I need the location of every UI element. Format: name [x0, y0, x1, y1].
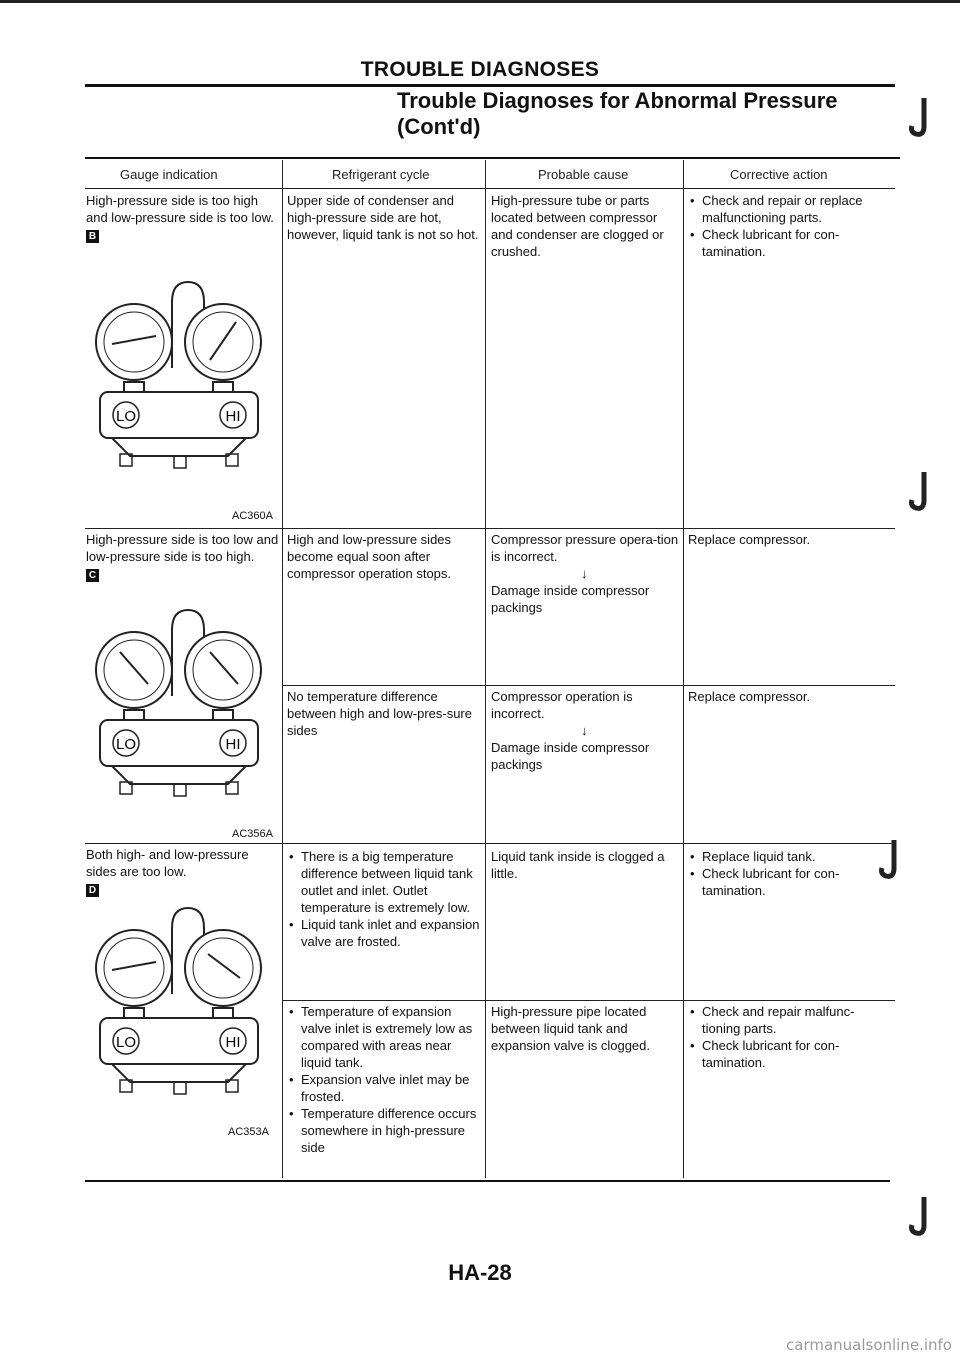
row-divider — [85, 843, 895, 844]
hi-label: HI — [225, 1034, 241, 1051]
corrective-action-cell — [688, 1003, 878, 1071]
list-item: • There is a big temperature difference between liquid tank outlet and inlet. Outlet temperature is extremely low. — [287, 848, 481, 916]
cause-text: Compressor pressure opera-tion is incorrect. — [491, 532, 679, 564]
top-border — [0, 0, 960, 3]
table-bottom-rule — [85, 1180, 890, 1182]
title-rule — [85, 84, 895, 87]
list-item: • Expansion valve inlet may be frosted. — [287, 1071, 481, 1105]
figure-badge: B — [86, 230, 99, 243]
refrigerant-cycle-cell: Upper side of condenser and high-pressure side are hot, however, liquid tank is not so hot. — [287, 193, 479, 242]
probable-cause-cell: High-pressure pipe located between liquid tank and expansion valve is clogged. — [491, 1004, 650, 1053]
arrow-down-icon: ↓ — [581, 723, 588, 738]
row-divider — [85, 528, 895, 529]
gauge-indication-text: High-pressure side is too low and low-pressure side is too high. — [86, 532, 279, 564]
corrective-action-cell — [688, 192, 878, 260]
figure-badge: D — [86, 884, 99, 897]
row-divider — [282, 1000, 895, 1001]
hi-label: HI — [225, 408, 241, 425]
column-header-corrective-action: Corrective action — [730, 167, 828, 182]
table-row — [86, 531, 280, 582]
lo-label: LO — [115, 736, 137, 753]
list-item: • Temperature difference occurs somewhere in high-pressure side — [287, 1105, 481, 1156]
column-divider — [485, 160, 486, 1178]
probable-cause-cell: Liquid tank inside is clogged a little. — [491, 849, 665, 881]
header-bottom-rule — [85, 188, 895, 189]
column-header-probable-cause: Probable cause — [538, 167, 629, 182]
corrective-action-cell — [688, 848, 878, 899]
figure-badge: C — [86, 569, 99, 582]
list-item: • Liquid tank inlet and expansion valve are frosted. — [287, 916, 481, 950]
refrigerant-cycle-cell: No temperature difference between high and low-pres-sure sides — [287, 689, 472, 738]
refrigerant-cycle-cell — [287, 1003, 481, 1156]
binder-hook-icon — [908, 470, 932, 514]
manifold-gauge-icon — [92, 904, 264, 1124]
list-item: • Replace liquid tank. — [688, 848, 878, 865]
gauge-indication-text: High-pressure side is too high and low-pressure side is too low. — [86, 193, 274, 225]
list-item: • Check lubricant for con-tamination. — [688, 226, 878, 260]
page-heading — [397, 88, 838, 140]
figure-code: AC353A — [228, 1126, 269, 1138]
probable-cause-cell — [491, 531, 679, 616]
list-item: • Check lubricant for con-tamination. — [688, 1037, 878, 1071]
refrigerant-cycle-cell — [287, 848, 481, 950]
table-row — [86, 192, 280, 243]
heading-line-1: Trouble Diagnoses for Abnormal Pressure — [397, 88, 838, 113]
gauge-indication-text: Both high- and low-pressure sides are too low. — [86, 847, 249, 879]
manifold-gauge-icon — [92, 606, 264, 826]
column-header-gauge: Gauge indication — [120, 167, 218, 182]
cause-text: Damage inside compressor packings — [491, 740, 650, 772]
page-number: HA-28 — [448, 1260, 512, 1285]
figure-code: AC356A — [232, 828, 273, 840]
column-header-refrigerant-cycle: Refrigerant cycle — [332, 167, 430, 182]
hi-label: HI — [225, 736, 241, 753]
cause-text: Compressor operation is incorrect. — [491, 689, 633, 721]
cause-text: Damage inside compressor packings — [491, 583, 650, 615]
binder-hook-icon — [878, 838, 902, 882]
manifold-gauge-icon — [92, 278, 264, 498]
table-row — [86, 846, 280, 897]
list-item: • Temperature of expansion valve inlet is extremely low as compared with areas near liquid tank. — [287, 1003, 481, 1071]
corrective-action-cell: Replace compressor. — [688, 532, 811, 547]
watermark: carmanualsonline.info — [786, 1336, 952, 1354]
binder-hook-icon — [908, 1195, 932, 1239]
column-divider — [282, 160, 283, 1178]
list-item: • Check lubricant for con-tamination. — [688, 865, 878, 899]
refrigerant-cycle-cell: High and low-pressure sides become equal soon after compressor operation stops. — [287, 532, 452, 581]
heading-line-2: (Cont'd) — [397, 114, 481, 139]
figure-code: AC360A — [232, 510, 273, 522]
row-divider — [282, 685, 895, 686]
probable-cause-cell: High-pressure tube or parts located between compressor and condenser are clogged or crushed. — [491, 193, 664, 259]
binder-hook-icon — [908, 96, 932, 140]
probable-cause-cell — [491, 688, 679, 773]
lo-label: LO — [115, 1034, 137, 1051]
arrow-down-icon: ↓ — [581, 566, 588, 581]
lo-label: LO — [115, 408, 137, 425]
section-title: TROUBLE DIAGNOSES — [360, 58, 600, 81]
corrective-action-cell: Replace compressor. — [688, 689, 811, 704]
column-divider — [683, 160, 684, 1178]
header-rule — [85, 157, 900, 159]
list-item: • Check and repair malfunc-tioning parts. — [688, 1003, 878, 1037]
list-item: • Check and repair or replace malfunctioning parts. — [688, 192, 878, 226]
